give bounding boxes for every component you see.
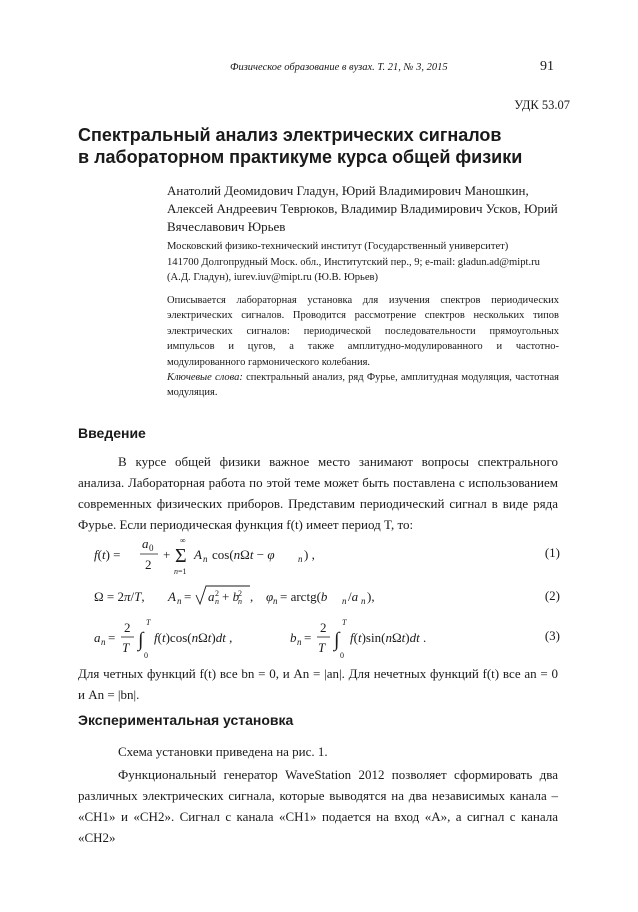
svg-text:n: n <box>215 597 219 606</box>
running-head: Физическое образование в вузах. Т. 21, № 3, 2015 <box>230 62 448 73</box>
affiliation-line-3: (А.Д. Гладун), iurev.iuv@mipt.ru (Ю.В. Юрьев) <box>167 272 379 283</box>
abstract-text: Описывается лабораторная установка для изучения спектров периодических электрических сигналов. Проводится рассмотрение спектров нескольких типов электрических сигналов: периодической последовательности прямоугольных импульсов и цугов, а также амплитудно-модулированного и частотно-модулированного гармонического колебания. <box>167 295 559 368</box>
experiment-paragraph-1: Схема установки приведена на рис. 1. <box>118 744 328 759</box>
svg-text:n: n <box>298 554 303 564</box>
svg-text:+: + <box>163 547 171 562</box>
svg-text:A: A <box>168 589 176 604</box>
experiment-heading: Экспериментальная установка <box>78 712 294 728</box>
affiliation <box>167 239 567 286</box>
svg-text:n: n <box>238 597 242 606</box>
svg-text:∫: ∫ <box>334 629 340 651</box>
svg-text:∫: ∫ <box>138 629 144 651</box>
svg-text:T: T <box>318 640 326 655</box>
svg-text:0: 0 <box>144 651 148 660</box>
equation-1-formula <box>90 533 510 577</box>
svg-text:Ω = 2π/T,: Ω = 2π/T, <box>94 589 145 604</box>
svg-text:2: 2 <box>124 620 131 635</box>
svg-text:= arctg(b: = arctg(b <box>280 589 328 604</box>
intro-paragraph: В курсе общей физики важное место занимают вопросы спектрального анализа. Лабораторная работа по этой теме может быть поставлена с использованием современных физических приборов. Представим периодический сигнал в виде ряда Фурье. Если периодическая функция f(t) имеет период T, то: <box>78 454 558 532</box>
udk-code: УДК 53.07 <box>514 98 570 112</box>
svg-text:Σ: Σ <box>175 545 187 567</box>
equation-2-formula <box>90 582 510 612</box>
svg-text:b: b <box>290 630 297 645</box>
article-title <box>78 124 578 168</box>
svg-text:n: n <box>342 596 347 606</box>
svg-text:2: 2 <box>145 557 152 572</box>
equation-2-number: (2) <box>544 588 560 603</box>
equation-3 <box>90 616 560 658</box>
svg-text:2: 2 <box>238 589 242 598</box>
svg-text:∞: ∞ <box>180 536 186 545</box>
title-line-1: Спектральный анализ электрических сигналов <box>78 125 502 145</box>
svg-text:0: 0 <box>340 651 344 660</box>
svg-text:=: = <box>304 630 312 645</box>
svg-text:n: n <box>361 596 366 606</box>
keywords-label: Ключевые слова: <box>167 372 243 384</box>
equation-1-number: (1) <box>544 545 560 560</box>
svg-text:n: n <box>101 637 106 647</box>
svg-text:0: 0 <box>149 543 154 553</box>
svg-text:) ,: ) , <box>304 547 315 562</box>
svg-text:a: a <box>94 630 101 645</box>
equation-3-formula <box>90 616 510 660</box>
svg-text:f(t) =: f(t) = <box>94 547 121 562</box>
svg-text:2: 2 <box>215 589 219 598</box>
intro-heading: Введение <box>78 425 146 441</box>
affiliation-line-2: 141700 Долгопрудный Моск. обл., Институтский пер., 9; e-mail: gladun.ad@mipt.ru <box>167 256 540 268</box>
abstract <box>167 293 559 401</box>
svg-text:n=1: n=1 <box>174 567 187 576</box>
svg-text:n: n <box>273 596 278 606</box>
affiliation-line-1: Московский физико-технический институт (Государственный университет) <box>167 241 509 252</box>
even-odd-paragraph: Для четных функций f(t) все bn = 0, и An = |an|. Для нечетных функций f(t) все an = 0 и An = |bn|. <box>78 666 558 702</box>
svg-text:=: = <box>184 589 192 604</box>
svg-text:,: , <box>250 589 254 604</box>
svg-text:f(t)sin(nΩt)dt .: f(t)sin(nΩt)dt . <box>350 630 427 645</box>
svg-text:cos(nΩt − φ: cos(nΩt − φ <box>212 547 275 562</box>
svg-text:=: = <box>108 630 116 645</box>
svg-text:φ: φ <box>266 589 274 604</box>
equation-1 <box>90 533 560 575</box>
svg-text:/a: /a <box>348 589 359 604</box>
svg-text:n: n <box>177 596 182 606</box>
keywords: спектральный анализ, ряд Фурье, амплитудная модуляция, частотная модуляция. <box>167 372 559 399</box>
svg-text:a: a <box>208 589 215 604</box>
svg-text:2: 2 <box>320 620 327 635</box>
svg-text:a: a <box>142 536 149 551</box>
svg-text:n: n <box>297 637 302 647</box>
svg-text:f(t)cos(nΩt)dt ,: f(t)cos(nΩt)dt , <box>154 630 233 645</box>
page-number: 91 <box>540 59 554 74</box>
title-line-2: в лабораторном практикуме курса общей физики <box>78 147 523 167</box>
svg-text:+ b: + b <box>222 589 240 604</box>
svg-text:T: T <box>122 640 130 655</box>
svg-text:),: ), <box>367 589 375 604</box>
svg-text:T: T <box>342 618 347 627</box>
equation-3-number: (3) <box>544 628 560 643</box>
svg-text:n: n <box>203 554 208 564</box>
svg-text:A: A <box>194 547 202 562</box>
experiment-paragraph-2: Функциональный генератор WaveStation 2012 позволяет сформировать два различных электрических сигнала, которые выводятся на два независимых канала – «CH1» и «CH2». Сигнал с канала «CH1» подается на вход «A», а сигнал с канала «CH2» <box>78 767 558 845</box>
authors: Анатолий Деомидович Гладун, Юрий Владимирович Маношкин, Алексей Андреевич Теврюков, Владимир Владимирович Усков, Юрий Вячеславович Юрьев <box>167 183 558 234</box>
svg-text:T: T <box>146 618 151 627</box>
